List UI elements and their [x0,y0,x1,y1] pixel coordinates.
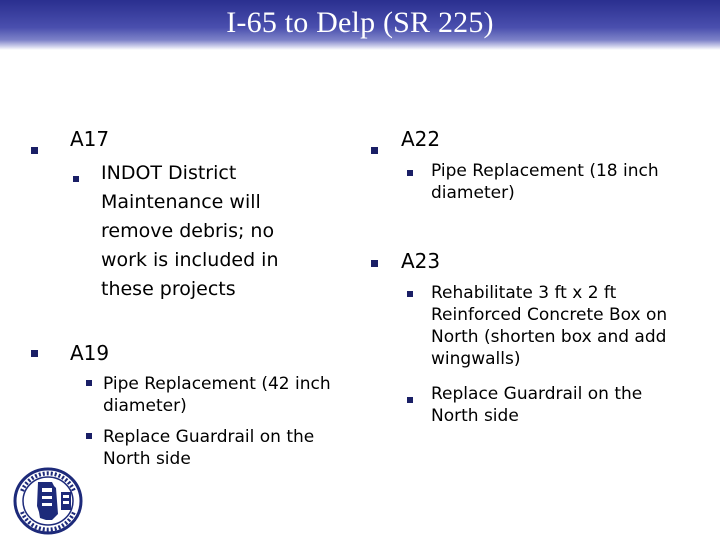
section-a19-label: A19 [70,341,110,365]
bullet-icon [407,397,413,403]
a19-item: Replace Guardrail on the North side [103,427,315,469]
slide-title: I-65 to Delp (SR 225) [226,6,494,39]
indot-seal-icon [12,466,84,536]
a23-item: Rehabilitate 3 ft x 2 ft Reinforced Concrete Box on North (shorten box and add wingwalls) [431,283,668,369]
bullet-icon [371,260,378,267]
bullet-icon [407,291,413,297]
title-bar [0,0,720,50]
a23-item: Replace Guardrail on the North side [431,384,643,426]
section-a22-label: A22 [401,127,441,151]
bullet-icon [86,380,92,386]
a19-item: Pipe Replacement (42 inch diameter) [103,374,331,416]
section-a17-label: A17 [70,127,110,151]
bullet-icon [31,350,38,357]
a17-item: INDOT District Maintenance will remove debris; no work is included in these projects [101,162,279,300]
bullet-icon [371,147,378,154]
a22-item: Pipe Replacement (18 inch diameter) [431,161,659,203]
section-a23-label: A23 [401,249,441,273]
bullet-icon [73,176,79,182]
bullet-icon [407,170,413,176]
bullet-icon [31,147,38,154]
bullet-icon [86,433,92,439]
